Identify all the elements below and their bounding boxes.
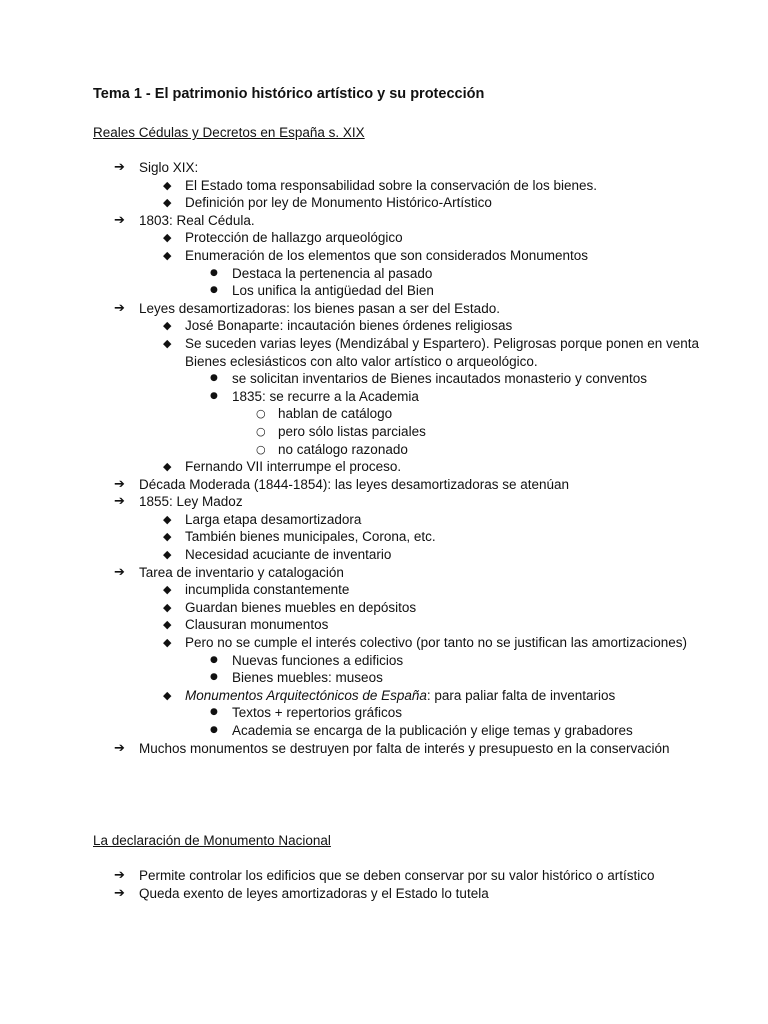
list-item-text: Clausuran monumentos: [185, 617, 329, 633]
list-item-text: 1835: se recurre a la Academia: [232, 388, 419, 404]
list-item-level-2: [0, 616, 768, 634]
arrow-bullet-icon: ➔: [114, 494, 125, 510]
hollow-circle-bullet-icon: ○: [256, 442, 266, 456]
filled-circle-bullet-icon: ●: [210, 390, 218, 401]
diamond-bullet-icon: ◆: [163, 583, 172, 597]
list-item-level-1: [0, 159, 768, 177]
diamond-bullet-icon: ◆: [163, 636, 172, 650]
list-item-level-2: [0, 229, 768, 247]
italic-publication-title: Monumentos Arquitectónicos de España: [185, 687, 427, 703]
list-item-text: Los unifica la antigüedad del Bien: [232, 283, 434, 299]
diamond-bullet-icon: ◆: [163, 178, 172, 192]
filled-circle-bullet-icon: ●: [210, 373, 218, 384]
filled-circle-bullet-icon: ●: [210, 707, 218, 718]
list-item-text: Larga etapa desamortizadora: [185, 511, 362, 527]
list-item-text: hablan de catálogo: [278, 406, 393, 422]
list-item-text: Necesidad acuciante de inventario: [185, 547, 392, 563]
arrow-bullet-icon: ➔: [114, 212, 125, 228]
hollow-circle-bullet-icon: ○: [256, 407, 266, 421]
list-item-text: se solicitan inventarios de Bienes incautados monasterio y conventos: [232, 371, 647, 387]
filled-circle-bullet-icon: ●: [210, 654, 218, 665]
list-item-text: 1855: Ley Madoz: [139, 494, 243, 510]
diamond-bullet-icon: ◆: [163, 231, 172, 245]
list-item-level-1: [0, 885, 768, 903]
list-item-level-3: [0, 265, 768, 283]
list-item-text: Leyes desamortizadoras: los bienes pasan a ser del Estado.: [139, 300, 500, 316]
list-item-level-2: [0, 634, 768, 652]
diamond-bullet-icon: ◆: [163, 512, 172, 526]
list-item-text: Protección de hallazgo arqueológico: [185, 230, 403, 246]
diamond-bullet-icon: ◆: [163, 548, 172, 562]
section-list-reales-cedulas: [0, 159, 768, 757]
list-item-text: El Estado toma responsabilidad sobre la conservación de los bienes.: [185, 177, 597, 193]
list-item-text: Guardan bienes muebles en depósitos: [185, 599, 417, 615]
list-item-text: Permite controlar los edificios que se deben conservar por su valor histórico o artístico: [139, 868, 655, 883]
list-item-text: Década Moderada (1844-1854): las leyes desamortizadoras se atenúan: [139, 476, 570, 492]
list-item-level-1: [0, 476, 768, 494]
list-item-text: Muchos monumentos se destruyen por falta de interés y presupuesto en la conservación: [139, 740, 670, 756]
list-item-level-2: [0, 687, 768, 705]
diamond-bullet-icon: ◆: [163, 530, 172, 544]
arrow-bullet-icon: ➔: [114, 885, 125, 901]
diamond-bullet-icon: ◆: [163, 618, 172, 632]
list-item-level-1: [0, 867, 768, 885]
diamond-bullet-icon: ◆: [163, 600, 172, 614]
hollow-circle-bullet-icon: ○: [256, 424, 266, 438]
list-item-text: Queda exento de leyes amortizadoras y el Estado lo tutela: [139, 885, 489, 901]
document-title: Tema 1 - El patrimonio histórico artístico y su protección: [93, 86, 485, 102]
list-item-text: Bienes muebles: museos: [232, 670, 383, 686]
arrow-bullet-icon: ➔: [114, 160, 125, 175]
list-item-text: José Bonaparte: incautación bienes órdenes religiosas: [185, 318, 513, 334]
list-item-text: pero sólo listas parciales: [278, 423, 426, 439]
list-item-text: Enumeración de los elementos que son considerados Monumentos: [185, 247, 588, 263]
list-item-level-3: [0, 722, 768, 740]
list-item-text: Se suceden varias leyes (Mendizábal y Espartero). Peligrosas porque ponen en venta Bienes eclesiásticos con alto valor artístico o arqueológico.: [185, 335, 700, 369]
arrow-bullet-icon: ➔: [114, 476, 125, 492]
filled-circle-bullet-icon: ●: [210, 285, 218, 296]
list-item-level-3: [0, 669, 768, 687]
section-list-monumento-nacional: [0, 867, 768, 902]
list-item-text: Definición por ley de Monumento Histórico-Artístico: [185, 195, 492, 211]
arrow-bullet-icon: ➔: [114, 740, 125, 756]
filled-circle-bullet-icon: ●: [210, 725, 218, 735]
list-item-text: Textos + repertorios gráficos: [232, 705, 402, 721]
list-item-text: no catálogo razonado: [278, 441, 408, 457]
arrow-bullet-icon: ➔: [114, 868, 125, 883]
list-item-level-3: [0, 704, 768, 722]
section-heading-reales-cedulas: Reales Cédulas y Decretos en España s. XIX: [93, 125, 365, 140]
list-item-level-2: [0, 581, 768, 599]
list-item-level-2: [0, 194, 768, 212]
list-item-level-3: [0, 388, 768, 406]
diamond-bullet-icon: ◆: [163, 248, 172, 262]
list-item-level-2: [0, 247, 768, 265]
list-item-level-4: [0, 441, 768, 459]
arrow-bullet-icon: ➔: [114, 564, 125, 580]
list-item-text: Pero no se cumple el interés colectivo (por tanto no se justifican las amortizaciones): [185, 635, 687, 651]
list-item-level-4: [0, 423, 768, 441]
diamond-bullet-icon: ◆: [163, 460, 172, 474]
list-item-text: : para paliar falta de inventarios: [426, 687, 616, 703]
filled-circle-bullet-icon: ●: [210, 267, 218, 278]
list-item-level-2: [0, 177, 768, 195]
list-item-level-4: [0, 405, 768, 423]
list-item-level-2: [0, 546, 768, 564]
diamond-bullet-icon: ◆: [163, 319, 172, 333]
arrow-bullet-icon: ➔: [114, 300, 125, 316]
list-item-text: incumplida constantemente: [185, 582, 350, 598]
list-item-level-2: [0, 599, 768, 617]
list-item-level-2: [0, 317, 768, 335]
list-item-level-1: [0, 740, 768, 758]
list-item-text: Destaca la pertenencia al pasado: [232, 265, 433, 281]
diamond-bullet-icon: ◆: [163, 196, 172, 210]
list-item-level-1: [0, 564, 768, 582]
list-item-level-2: [0, 458, 768, 476]
diamond-bullet-icon: ◆: [163, 336, 172, 350]
list-item-level-3: [0, 370, 768, 388]
list-item-level-1: [0, 212, 768, 230]
list-item-text: Nuevas funciones a edificios: [232, 652, 404, 668]
list-item-level-1: [0, 493, 768, 511]
list-item-level-2: [0, 528, 768, 546]
diamond-bullet-icon: ◆: [163, 688, 172, 702]
list-item-text: Academia se encarga de la publicación y elige temas y grabadores: [232, 723, 633, 738]
filled-circle-bullet-icon: ●: [210, 672, 218, 683]
list-item-level-2: [0, 335, 768, 370]
list-item-level-3: [0, 282, 768, 300]
list-item-level-2: [0, 511, 768, 529]
list-item-text: Fernando VII interrumpe el proceso.: [185, 459, 402, 475]
list-item-text: Siglo XIX:: [139, 160, 199, 175]
list-item-text: Tarea de inventario y catalogación: [139, 564, 344, 580]
list-item-level-1: [0, 300, 768, 318]
list-item-text: También bienes municipales, Corona, etc.: [185, 529, 436, 545]
section-heading-monumento-nacional: La declaración de Monumento Nacional: [93, 833, 331, 848]
list-item-level-3: [0, 652, 768, 670]
list-item-text: 1803: Real Cédula.: [139, 212, 255, 228]
